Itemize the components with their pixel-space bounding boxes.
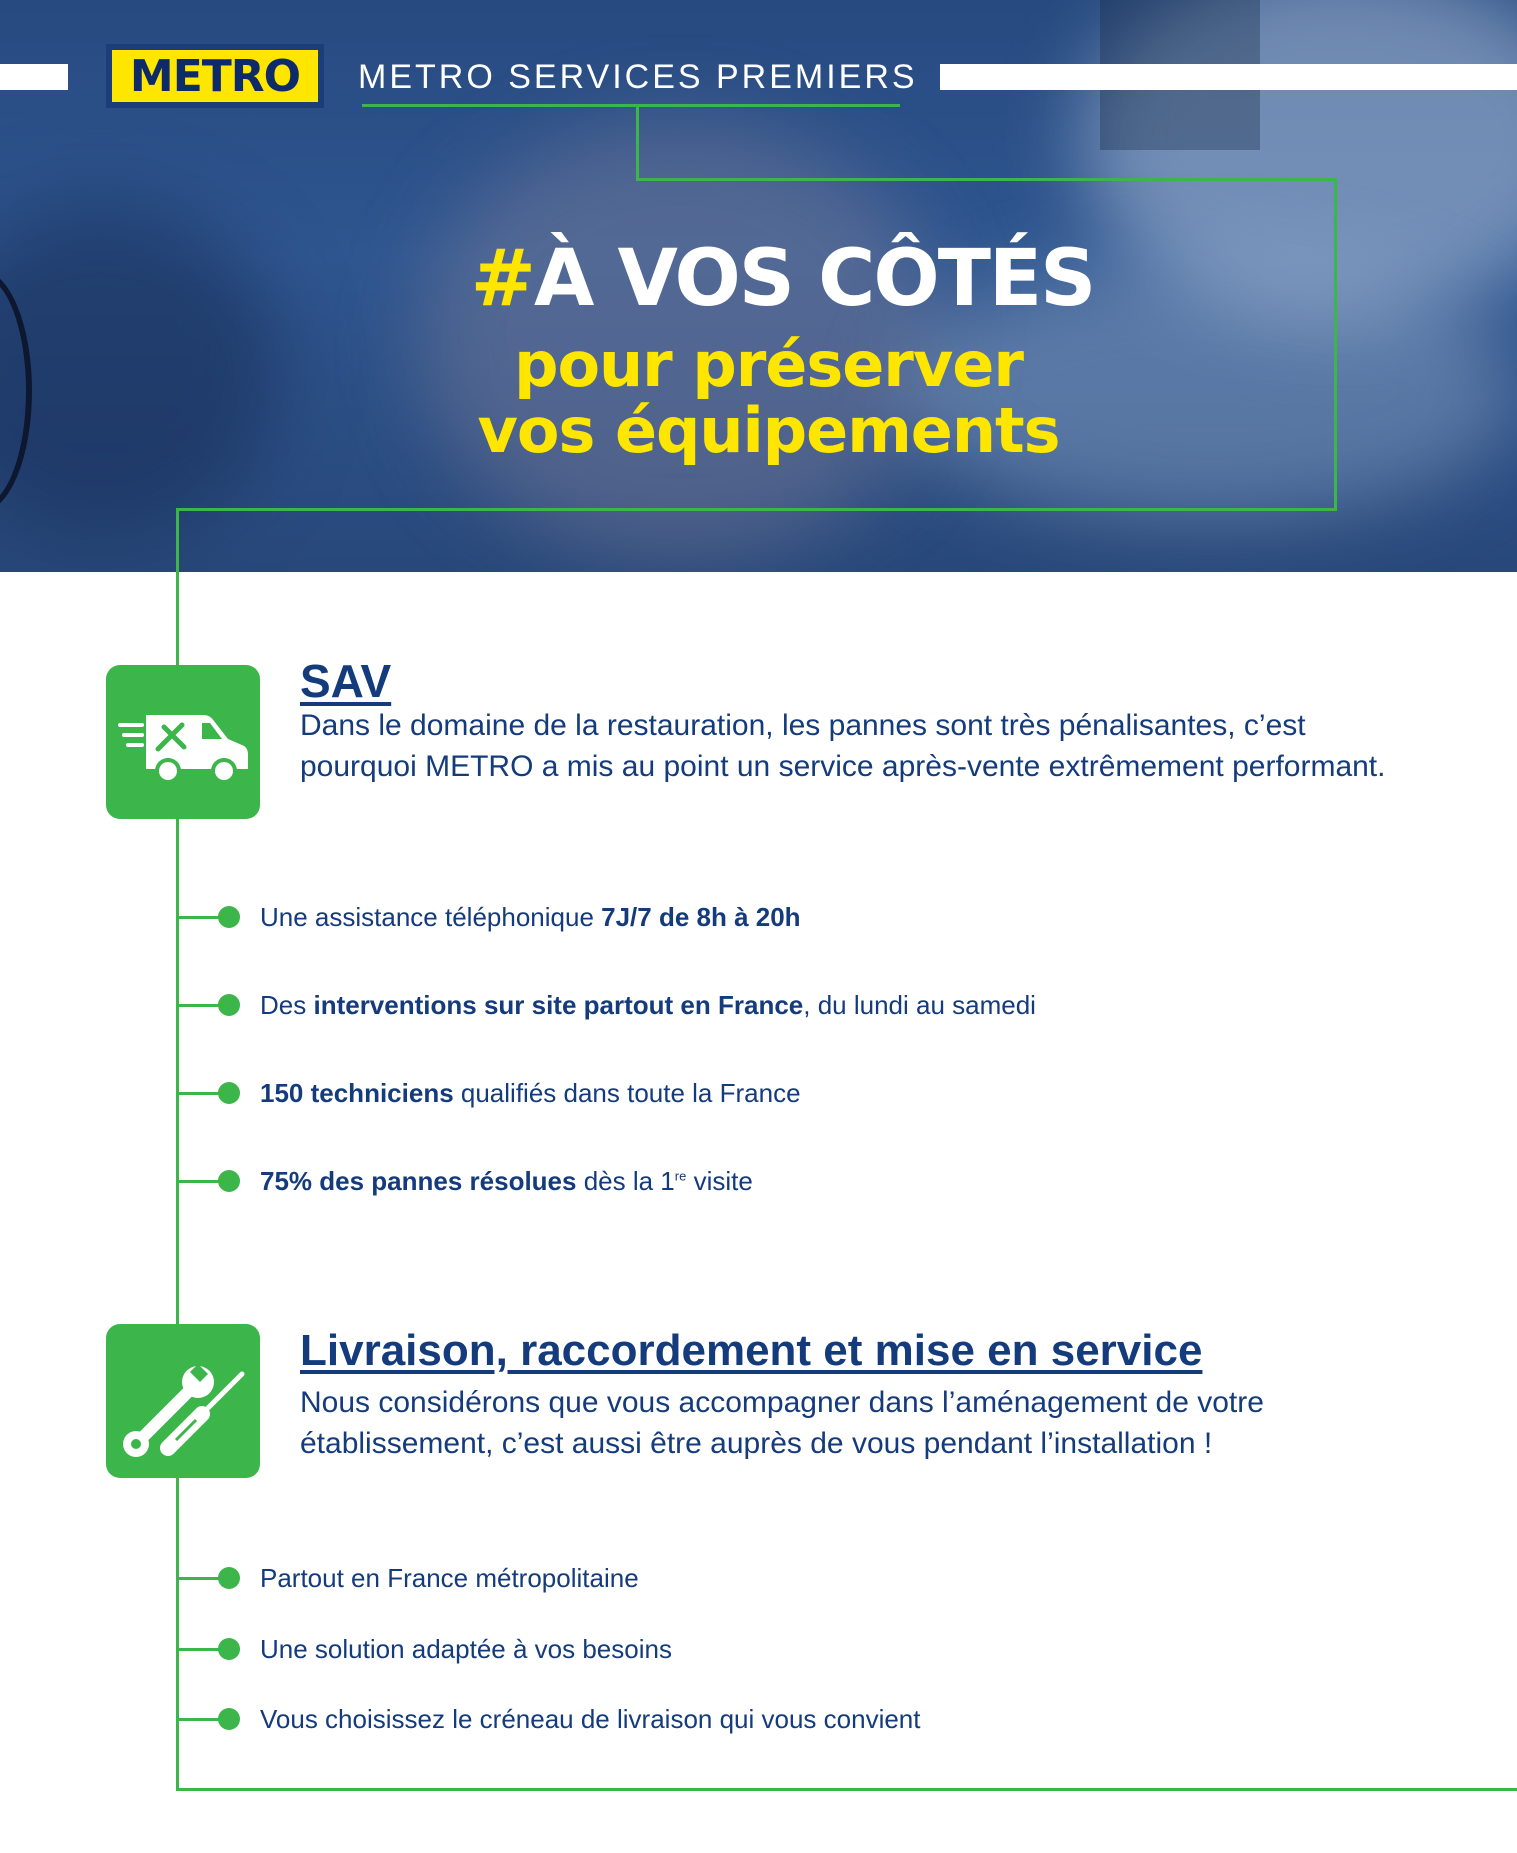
logo-text: METRO	[129, 50, 301, 102]
livraison-bullet: Partout en France métropolitaine	[260, 1563, 639, 1593]
sav-bullet: 150 techniciens qualifiés dans toute la France	[260, 1078, 801, 1108]
sav-bullet: 75% des pannes résolues dès la 1re visite	[260, 1166, 753, 1196]
livraison-description: Nous considérons que vous accompagner dans l’aménagement de votre établissement, c’est aussi être auprès de vous pendant l’installation !	[300, 1386, 1264, 1460]
connector-line	[636, 178, 1334, 181]
hashtag-symbol: #	[470, 234, 534, 324]
bullet-dot	[218, 1638, 240, 1660]
sav-description: Dans le domaine de la restauration, les pannes sont très pénalisantes, c’est pourquoi METRO a mis au point un service après-vente extrêmement performant.	[300, 709, 1386, 783]
connector-line	[636, 104, 639, 180]
header-bar-left	[0, 64, 68, 90]
hashtag-text: À VOS CÔTÉS	[533, 234, 1095, 324]
bullet-dot	[218, 1170, 240, 1192]
livraison-title: Livraison, raccordement et mise en service	[300, 1326, 1203, 1375]
sav-bullet: Des interventions sur site partout en France, du lundi au samedi	[260, 990, 1036, 1020]
hashtag-headline	[0, 234, 1517, 324]
services-title: METRO SERVICES PREMIERS	[358, 58, 918, 96]
connector-line	[176, 1788, 1517, 1791]
connector-line	[362, 104, 900, 107]
sav-title: SAV	[300, 655, 392, 707]
metro-logo	[106, 44, 324, 108]
subtitle-line-2: vos équipements	[477, 394, 1060, 467]
livraison-bullet: Vous choisissez le créneau de livraison qui vous convient	[260, 1704, 921, 1734]
sav-bullet: Une assistance téléphonique 7J/7 de 8h à 20h	[260, 902, 801, 932]
bullet-dot	[218, 994, 240, 1016]
subtitle-line-1: pour préserver	[514, 328, 1023, 401]
tools-icon	[106, 1324, 260, 1478]
header-bar-right	[940, 64, 1517, 90]
bullet-dot	[218, 1708, 240, 1730]
van-icon	[106, 665, 260, 819]
connector-line	[178, 508, 1337, 511]
bullet-dot	[218, 1082, 240, 1104]
bullet-dot	[218, 1567, 240, 1589]
livraison-bullet: Une solution adaptée à vos besoins	[260, 1634, 672, 1664]
bullet-dot	[218, 906, 240, 928]
